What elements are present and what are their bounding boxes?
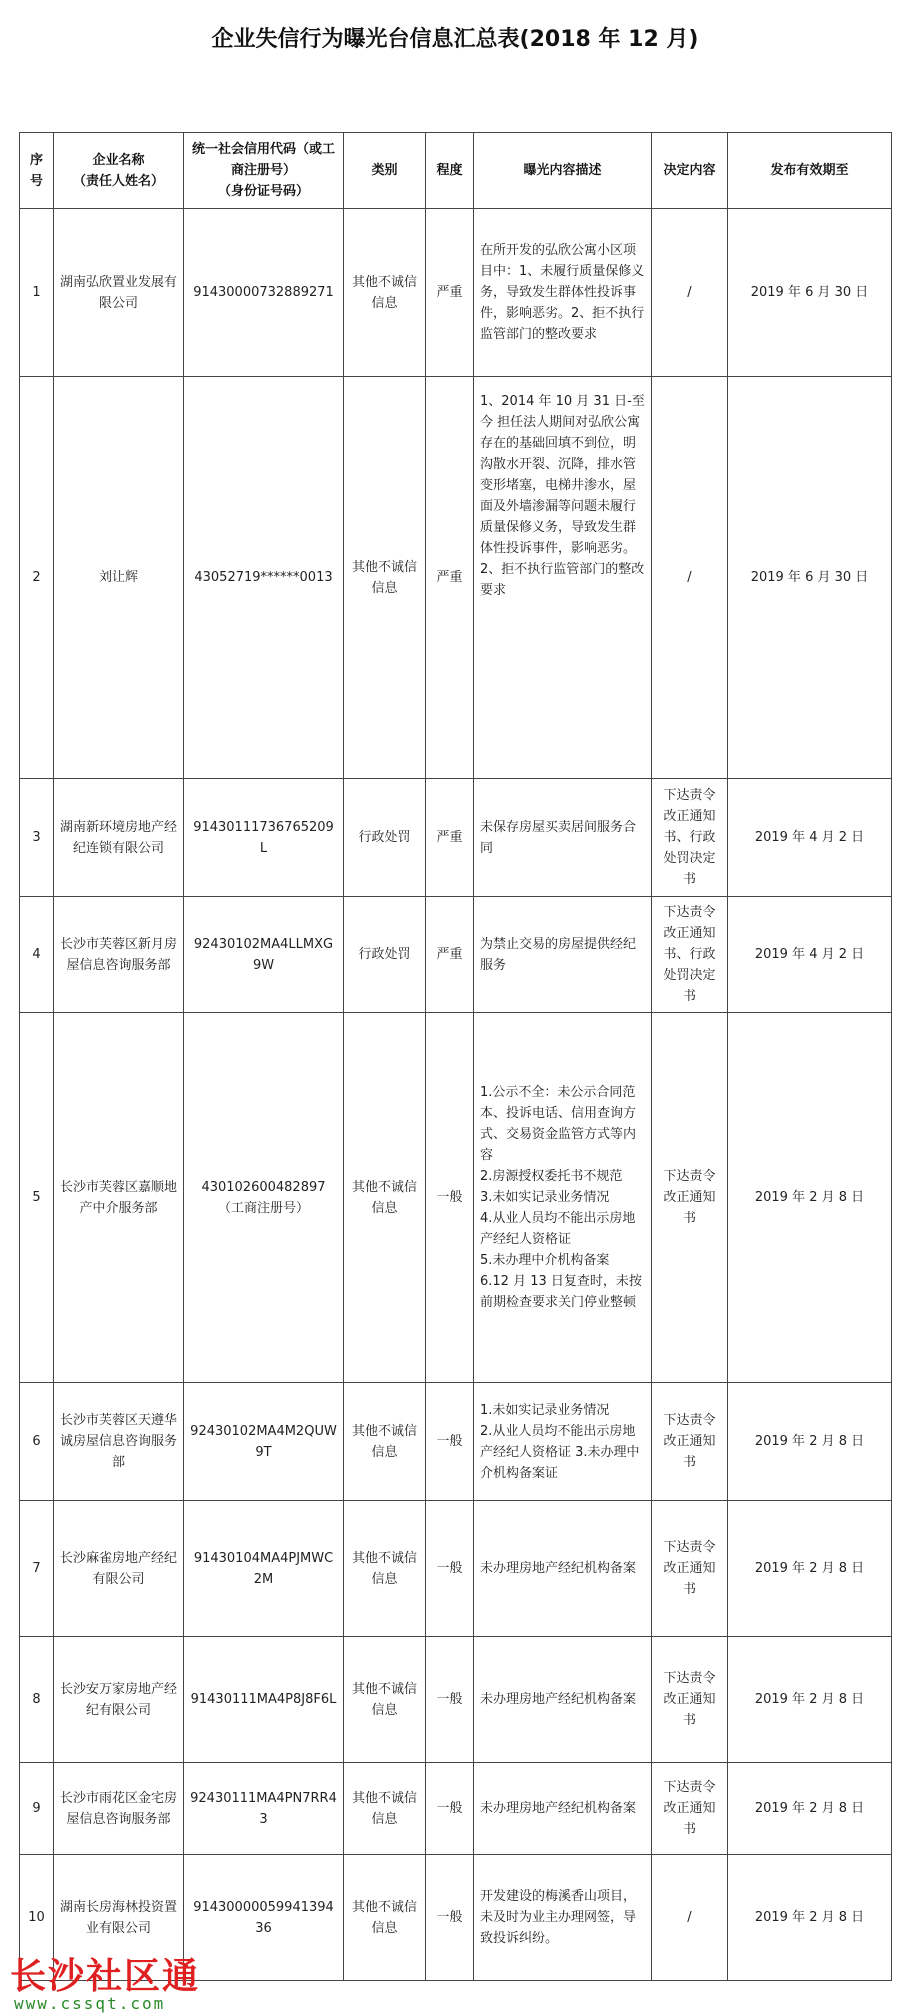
header-code-line1: 统一社会信用代码（或工商注册号） xyxy=(191,142,335,178)
cell-expiry: 2019 年 6 月 30 日 xyxy=(728,209,892,377)
cell-code: 91430000732889271 xyxy=(184,209,344,377)
cell-seq: 2 xyxy=(20,377,54,779)
cell-decision: / xyxy=(652,209,728,377)
cell-expiry: 2019 年 2 月 8 日 xyxy=(728,1501,892,1637)
desc-line: 1.未如实记录业务情况 xyxy=(480,1402,610,1418)
cell-decision: 下达责令改正通知书 xyxy=(652,1013,728,1383)
cell-decision: 下达责令改正通知书 xyxy=(652,1501,728,1637)
header-category: 类别 xyxy=(344,133,426,209)
cell-expiry: 2019 年 6 月 30 日 xyxy=(728,377,892,779)
cell-degree: 严重 xyxy=(426,209,474,377)
cell-desc: 未办理房地产经纪机构备案 xyxy=(474,1501,652,1637)
cell-name: 长沙市芙蓉区嘉顺地产中介服务部 xyxy=(54,1013,184,1383)
cell-degree: 一般 xyxy=(426,1855,474,1981)
header-expiry: 发布有效期至 xyxy=(728,133,892,209)
cell-desc xyxy=(474,1383,652,1501)
cell-category: 其他不诚信信息 xyxy=(344,1637,426,1763)
cell-degree: 一般 xyxy=(426,1763,474,1855)
cell-desc: 在所开发的弘欣公寓小区项目中：1、未履行质量保修义务，导致发生群体性投诉事件，影响恶劣。2、拒不执行监管部门的整改要求 xyxy=(474,209,652,377)
cell-decision: 下达责令改正通知书 xyxy=(652,1763,728,1855)
watermark-url: www.cssqt.com xyxy=(14,1994,166,2013)
cell-seq: 5 xyxy=(20,1013,54,1383)
cell-desc: 1、2014 年 10 月 31 日-至今 担任法人期间对弘欣公寓存在的基础回填不到位，明沟散水开裂、沉降，排水管变形堵塞，电梯井渗水，屋面及外墙渗漏等问题未履行质量保修义务，导致发生群体性投诉事件，影响恶劣。2、拒不执行监管部门的整改要求 xyxy=(474,377,652,779)
header-desc: 曝光内容描述 xyxy=(474,133,652,209)
header-name-line2: （责任人姓名） xyxy=(72,173,164,189)
cell-code: 91430111MA4P8J8F6L xyxy=(184,1637,344,1763)
header-decision: 决定内容 xyxy=(652,133,728,209)
cell-degree: 一般 xyxy=(426,1637,474,1763)
cell-decision: 下达责令改正通知书 xyxy=(652,1637,728,1763)
cell-category: 行政处罚 xyxy=(344,779,426,897)
cell-category: 其他不诚信信息 xyxy=(344,209,426,377)
cell-desc: 开发建设的梅溪香山项目，未及时为业主办理网签，导致投诉纠纷。 xyxy=(474,1855,652,1981)
desc-line: 5.未办理中介机构备案 xyxy=(480,1253,610,1268)
cell-expiry: 2019 年 4 月 2 日 xyxy=(728,779,892,897)
cell-name: 刘让辉 xyxy=(54,377,184,779)
cell-name: 湖南长房海林投资置业有限公司 xyxy=(54,1855,184,1981)
table-row xyxy=(20,897,892,1013)
cell-expiry: 2019 年 2 月 8 日 xyxy=(728,1637,892,1763)
cell-seq: 7 xyxy=(20,1501,54,1637)
cell-seq: 3 xyxy=(20,779,54,897)
cell-desc: 未办理房地产经纪机构备案 xyxy=(474,1637,652,1763)
cell-code-note: （工商注册号） xyxy=(217,1200,309,1216)
header-name xyxy=(54,133,184,209)
table-row xyxy=(20,1501,892,1637)
cell-code: 9143000005994139436 xyxy=(184,1855,344,1981)
cell-expiry: 2019 年 2 月 8 日 xyxy=(728,1763,892,1855)
cell-expiry: 2019 年 2 月 8 日 xyxy=(728,1855,892,1981)
watermark-logo-text: 长沙社区通 xyxy=(10,1956,201,1997)
cell-degree: 一般 xyxy=(426,1013,474,1383)
cell-seq: 1 xyxy=(20,209,54,377)
table-row xyxy=(20,209,892,377)
cell-category: 其他不诚信信息 xyxy=(344,1763,426,1855)
cell-expiry: 2019 年 4 月 2 日 xyxy=(728,897,892,1013)
desc-line: 4.从业人员均不能出示房地产经纪人资格证 xyxy=(480,1211,636,1247)
cell-name: 长沙安万家房地产经纪有限公司 xyxy=(54,1637,184,1763)
cell-seq: 9 xyxy=(20,1763,54,1855)
cell-degree: 一般 xyxy=(426,1383,474,1501)
cell-seq: 10 xyxy=(20,1855,54,1981)
desc-line: 1.公示不全：未公示合同范本、投诉电话、信用查询方式、交易资金监管方式等内容 xyxy=(480,1085,637,1163)
cell-seq: 8 xyxy=(20,1637,54,1763)
header-degree: 程度 xyxy=(426,133,474,209)
cell-seq: 4 xyxy=(20,897,54,1013)
table-row xyxy=(20,377,892,779)
cell-name: 长沙市芙蓉区天遵华诚房屋信息咨询服务部 xyxy=(54,1383,184,1501)
cell-decision: 下达责令改正通知书 xyxy=(652,1383,728,1501)
cell-degree: 严重 xyxy=(426,779,474,897)
cell-name: 长沙麻雀房地产经纪有限公司 xyxy=(54,1501,184,1637)
cell-seq: 6 xyxy=(20,1383,54,1501)
cell-code: 92430102MA4M2QUW9T xyxy=(184,1383,344,1501)
header-row xyxy=(20,133,892,209)
cell-code: 92430111MA4PN7RR43 xyxy=(184,1763,344,1855)
cell-degree: 严重 xyxy=(426,377,474,779)
desc-line: 2.房源授权委托书不规范 xyxy=(480,1169,623,1184)
cell-category: 其他不诚信信息 xyxy=(344,1501,426,1637)
cell-decision: 下达责令改正通知书、行政处罚决定书 xyxy=(652,897,728,1013)
header-code-line2: （身份证号码） xyxy=(217,184,309,199)
table-row xyxy=(20,1637,892,1763)
cell-decision: / xyxy=(652,377,728,779)
cell-category: 其他不诚信信息 xyxy=(344,1855,426,1981)
header-seq: 序号 xyxy=(20,133,54,209)
cell-code: 43052719******0013 xyxy=(184,377,344,779)
cell-category: 行政处罚 xyxy=(344,897,426,1013)
cell-degree: 严重 xyxy=(426,897,474,1013)
cell-degree: 一般 xyxy=(426,1501,474,1637)
table-row xyxy=(20,1013,892,1383)
cell-decision: / xyxy=(652,1855,728,1981)
cell-category: 其他不诚信信息 xyxy=(344,1383,426,1501)
cell-code: 914301117367652​09L xyxy=(184,779,344,897)
disclosure-table xyxy=(19,132,892,1981)
table-row xyxy=(20,1763,892,1855)
cell-desc: 未保存房屋买卖居间服务合同 xyxy=(474,779,652,897)
table-row xyxy=(20,779,892,897)
cell-name: 长沙市芙蓉区新月房屋信息咨询服务部 xyxy=(54,897,184,1013)
cell-desc: 为禁止交易的房屋提供经纪服务 xyxy=(474,897,652,1013)
cell-expiry: 2019 年 2 月 8 日 xyxy=(728,1013,892,1383)
cell-name: 湖南新环境房地产经纪连锁有限公司 xyxy=(54,779,184,897)
cell-code-value: 430102600482897 xyxy=(201,1179,326,1195)
desc-line: 6.12 月 13 日复查时，未按前期检查要求关门停业整顿 xyxy=(480,1274,642,1310)
cell-expiry: 2019 年 2 月 8 日 xyxy=(728,1383,892,1501)
cell-code: 92430102MA4LLMXG9W xyxy=(184,897,344,1013)
cell-code xyxy=(184,1013,344,1383)
cell-desc: 未办理房地产经纪机构备案 xyxy=(474,1763,652,1855)
cell-desc xyxy=(474,1013,652,1383)
cell-code: 91430104MA4PJMWC2M xyxy=(184,1501,344,1637)
cell-decision: 下达责令改正通知书、行政处罚决定书 xyxy=(652,779,728,897)
cell-name: 长沙市雨花区金宅房屋信息咨询服务部 xyxy=(54,1763,184,1855)
page-title: 企业失信行为曝光台信息汇总表(2018 年 12 月) xyxy=(211,27,699,52)
desc-line: 3.未如实记录业务情况 xyxy=(480,1190,610,1205)
table-row xyxy=(20,1383,892,1501)
cell-category: 其他不诚信信息 xyxy=(344,1013,426,1383)
cell-name: 湖南弘欣置业发展有限公司 xyxy=(54,209,184,377)
header-code xyxy=(184,133,344,209)
header-name-line1: 企业名称 xyxy=(92,152,145,168)
cell-category: 其他不诚信信息 xyxy=(344,377,426,779)
desc-line: 2.从业人员均不能出示房地产经纪人资格证 3.未办理中介机构备案证 xyxy=(480,1423,640,1481)
